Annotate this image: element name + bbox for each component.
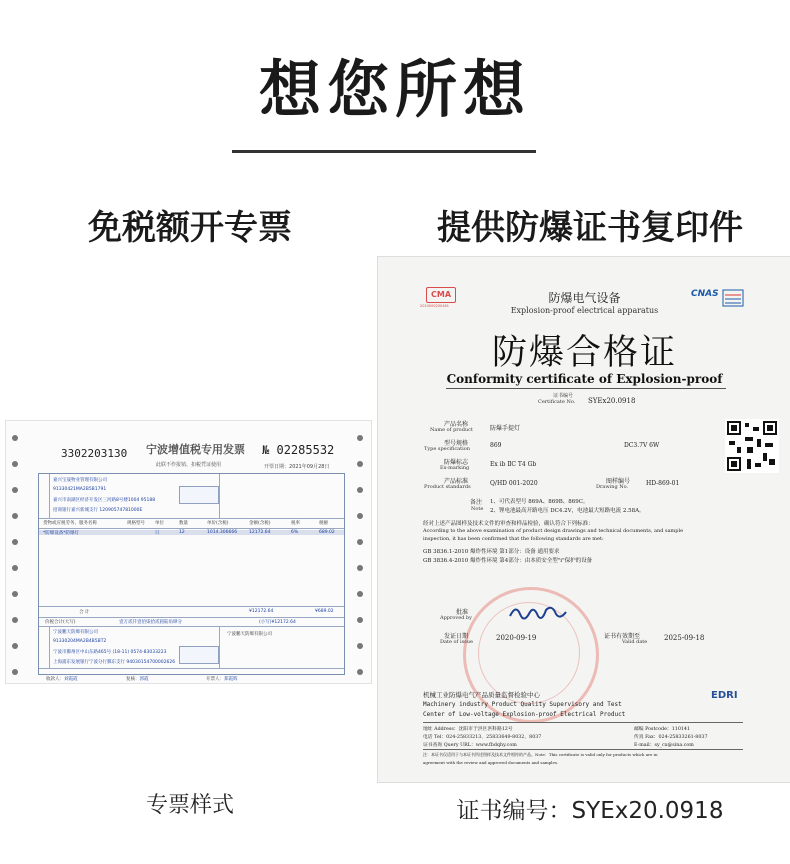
seller-taxid: 91330204MA2B4B5BT2 (53, 639, 107, 644)
cert-no-label-cn: 证书编号 (553, 393, 574, 399)
tractor-hole (12, 669, 18, 675)
note-label-en: Note (471, 506, 484, 512)
item-name: *防爆设备*防爆灯 (43, 531, 79, 536)
seller-info-box (179, 646, 219, 664)
issuer-org-en-2: Center of Low-voltage Explosion-proof Electrical Product (423, 711, 626, 718)
approved-label-cn: 批准 (456, 609, 469, 616)
statement-en-2: inspection, it has been confirmed that the following standards are met: (423, 536, 604, 542)
invoice-number: № 02285532 (262, 443, 335, 457)
email: E-mail：sy_cx@sina.com (634, 743, 694, 748)
total-amount: ¥12172.64 (249, 609, 274, 614)
buyer-info-box (179, 486, 219, 504)
address: 地址 Address：沈阳市于洪区洪科路12号 (423, 727, 513, 732)
tractor-hole (357, 435, 363, 441)
seller-side-label: 宁波鹏天防爆有限公司 (227, 632, 272, 637)
certificate-number-caption: 证书编号：SYEx20.0918 (456, 798, 724, 824)
valid-label-en: Valid date (622, 639, 648, 645)
cert-divider (446, 388, 726, 389)
total-label: 合 计 (79, 610, 90, 615)
statement-cn: 经对上述产品图样及技术文件的审查和样品检验，确认符合下列标准： (423, 521, 594, 527)
marking-label-en: Ex-marking (440, 465, 470, 471)
product-name: 防爆手提灯 (490, 425, 521, 432)
edri-logo: EDRI (711, 690, 738, 701)
tractor-hole (12, 565, 18, 571)
issuer-org-cn: 机械工业防爆电气产品质量监督检验中心 (423, 691, 540, 699)
col-header-spec: 规格型号 (127, 521, 145, 526)
seller-name: 宁波鹏天防爆有限公司 (53, 630, 98, 635)
tractor-hole (357, 565, 363, 571)
col-header-name: 货物或应税劳务、服务名称 (43, 521, 97, 526)
type-label-en: Type specification (424, 446, 470, 452)
total-tax: ¥689.02 (315, 609, 334, 614)
invoice-subtitle: 此联不作报销、扣税凭证使用 (156, 462, 222, 468)
seller-address: 宁波市鄞州区中山东路465号 (18-11) 0574-83033223 (53, 650, 167, 655)
buyer-bank: 招商银行嘉兴新城支行 12090574781000E (53, 508, 143, 513)
signature-icon (508, 602, 568, 624)
col-header-unit: 单位 (155, 521, 164, 526)
certificate-image (377, 256, 790, 783)
note-label-cn: 备注 (470, 499, 483, 506)
tractor-hole (357, 643, 363, 649)
standards-value: Q/HD 001-2020 (490, 480, 538, 487)
cma-code: 2010000200461 (420, 304, 449, 308)
col-header-price: 单价(含税) (207, 521, 229, 526)
invoice-caption: 专票样式 (145, 793, 234, 818)
query-url: 证书查询 Query URL：www.fbdqhy.com (423, 743, 517, 748)
col-header-rate: 税率 (291, 521, 300, 526)
standard-1: GB 3836.1-2010 爆炸性环境 第1部分：设备 通用要求 (423, 549, 560, 555)
sum-words: 壹万贰仟壹佰柒拾贰圆陆角肆分 (119, 620, 182, 625)
buyer-taxid: 91330421MA2B5B1791 (53, 487, 107, 492)
statement-en-1: According to the above examination of product design drawings and technical documents, and sample (423, 528, 684, 534)
fax: 传真 Fax：024-25833261-8037 (634, 735, 708, 740)
sum-label: 价税合计(大写) (45, 620, 76, 625)
issue-date: 2020-09-19 (496, 634, 537, 642)
item-amount: 12172.64 (249, 530, 271, 535)
payee: 收款人：刘霞霞 (46, 677, 78, 682)
reviewer: 复核：郭霞 (126, 677, 149, 682)
approved-label-en: Approved by (440, 615, 473, 621)
type-extra: DC3.7V 6W (624, 442, 660, 449)
drawing-label-cn: 图样编号 (606, 478, 631, 485)
col-header-amount: 金额(含税) (249, 521, 271, 526)
marking-value: Ex ib ⅡC T4 Gb (490, 461, 537, 468)
tractor-hole (357, 617, 363, 623)
certificate-heading: 提供防爆证书复印件 (437, 208, 743, 248)
seller-bank: 上海浦东发展银行宁波分行鄞东支行 94030154700002626 (53, 660, 176, 665)
cert-no-label-en: Certificate No. (538, 399, 576, 405)
cert-header-en: Explosion-proof electrical apparatus (510, 306, 659, 315)
note-2: 2、锂电池最高开路电压 DC4.2V，电池最大短路电流 2.58A。 (490, 508, 645, 514)
cert-title-cn: 防爆合格证 (491, 333, 677, 373)
issuer-org-en-1: Machinery industry Product Quality Supervisory and Test (423, 701, 622, 708)
valid-date: 2025-09-18 (664, 634, 705, 642)
telephone: 电话 Tel：024-25833213、25833649-8032、8037 (423, 735, 542, 740)
cma-logo: CMA (426, 287, 456, 303)
col-header-tax: 税额 (319, 521, 328, 526)
cert-header-cn: 防爆电气设备 (548, 291, 621, 305)
tractor-hole (12, 617, 18, 623)
invoice-date: 开票日期：2021年09月28日 (264, 464, 330, 470)
tractor-hole (12, 513, 18, 519)
invoice-grid (38, 473, 345, 675)
buyer-name: 嘉兴宝晟物业管理有限公司 (53, 478, 107, 483)
tractor-hole (12, 539, 18, 545)
postcode: 邮编 Postcode：110141 (634, 727, 691, 732)
title-divider (232, 150, 536, 153)
tractor-hole (12, 435, 18, 441)
tractor-hole (357, 487, 363, 493)
tractor-hole (357, 461, 363, 467)
item-qty: 12 (179, 530, 185, 535)
tractor-hole (12, 643, 18, 649)
issue-label-cn: 发证日期 (444, 633, 469, 640)
tractor-hole (12, 591, 18, 597)
item-price: 1014.306666 (207, 530, 238, 535)
page-title: 想您所想 (258, 53, 531, 126)
invoice-code: 3302203130 (61, 447, 128, 460)
standards-label-cn: 产品标准 (444, 478, 469, 485)
drawer: 开票人：郑霞辉 (206, 677, 238, 682)
qr-code-icon (725, 419, 779, 473)
footnote-1: 注：本证书仅适用于与本证书所述图样及技术文件相符的产品。Note：This certificate is valid only for products which are in (423, 752, 658, 757)
invoice-title: 宁波增值税专用发票 (146, 443, 245, 456)
item-unit: 只 (155, 531, 160, 536)
item-tax: 689.02 (319, 530, 335, 535)
tractor-hole (357, 539, 363, 545)
type-label-cn: 型号规格 (444, 440, 469, 447)
footnote-2: agreement with the review and approved documents and samples. (423, 760, 559, 765)
tax-invoice-heading: 免税额开专票 (88, 208, 292, 248)
tractor-hole (12, 461, 18, 467)
product-name-label-en: Name of product (430, 427, 473, 433)
cert-title-en: Conformity certificate of Explosion-proof (446, 372, 723, 386)
invoice-image (5, 420, 372, 684)
type-value: 869 (490, 442, 502, 449)
tractor-hole (357, 669, 363, 675)
tractor-hole (357, 513, 363, 519)
marking-label-cn: 防爆标志 (444, 459, 469, 466)
note-1: 1、可代表型号 869A、869B、869C。 (490, 499, 589, 505)
buyer-address: 嘉兴市南湖区经济开发区三河路8号楼1004 95188 (53, 498, 156, 503)
col-header-qty: 数量 (179, 521, 188, 526)
standards-label-en: Product standards (424, 484, 471, 490)
drawing-label-en: Drawing No. (596, 484, 629, 490)
valid-label-cn: 证书有效期至 (604, 633, 641, 640)
tractor-hole (357, 591, 363, 597)
issue-label-en: Date of issue (440, 639, 473, 645)
standard-2: GB 3836.4-2010 爆炸性环境 第4部分：由本质安全型"i"保护的设备 (423, 558, 593, 564)
sum-small: (小写)¥12172.64 (259, 620, 296, 625)
cert-no: SYEx20.0918 (588, 397, 636, 405)
cnas-logo: CNAS (691, 289, 719, 299)
tractor-hole (12, 487, 18, 493)
item-rate: 6% (291, 530, 299, 535)
product-name-label-cn: 产品名称 (444, 421, 469, 428)
drawing-value: HD-869-01 (646, 480, 680, 487)
